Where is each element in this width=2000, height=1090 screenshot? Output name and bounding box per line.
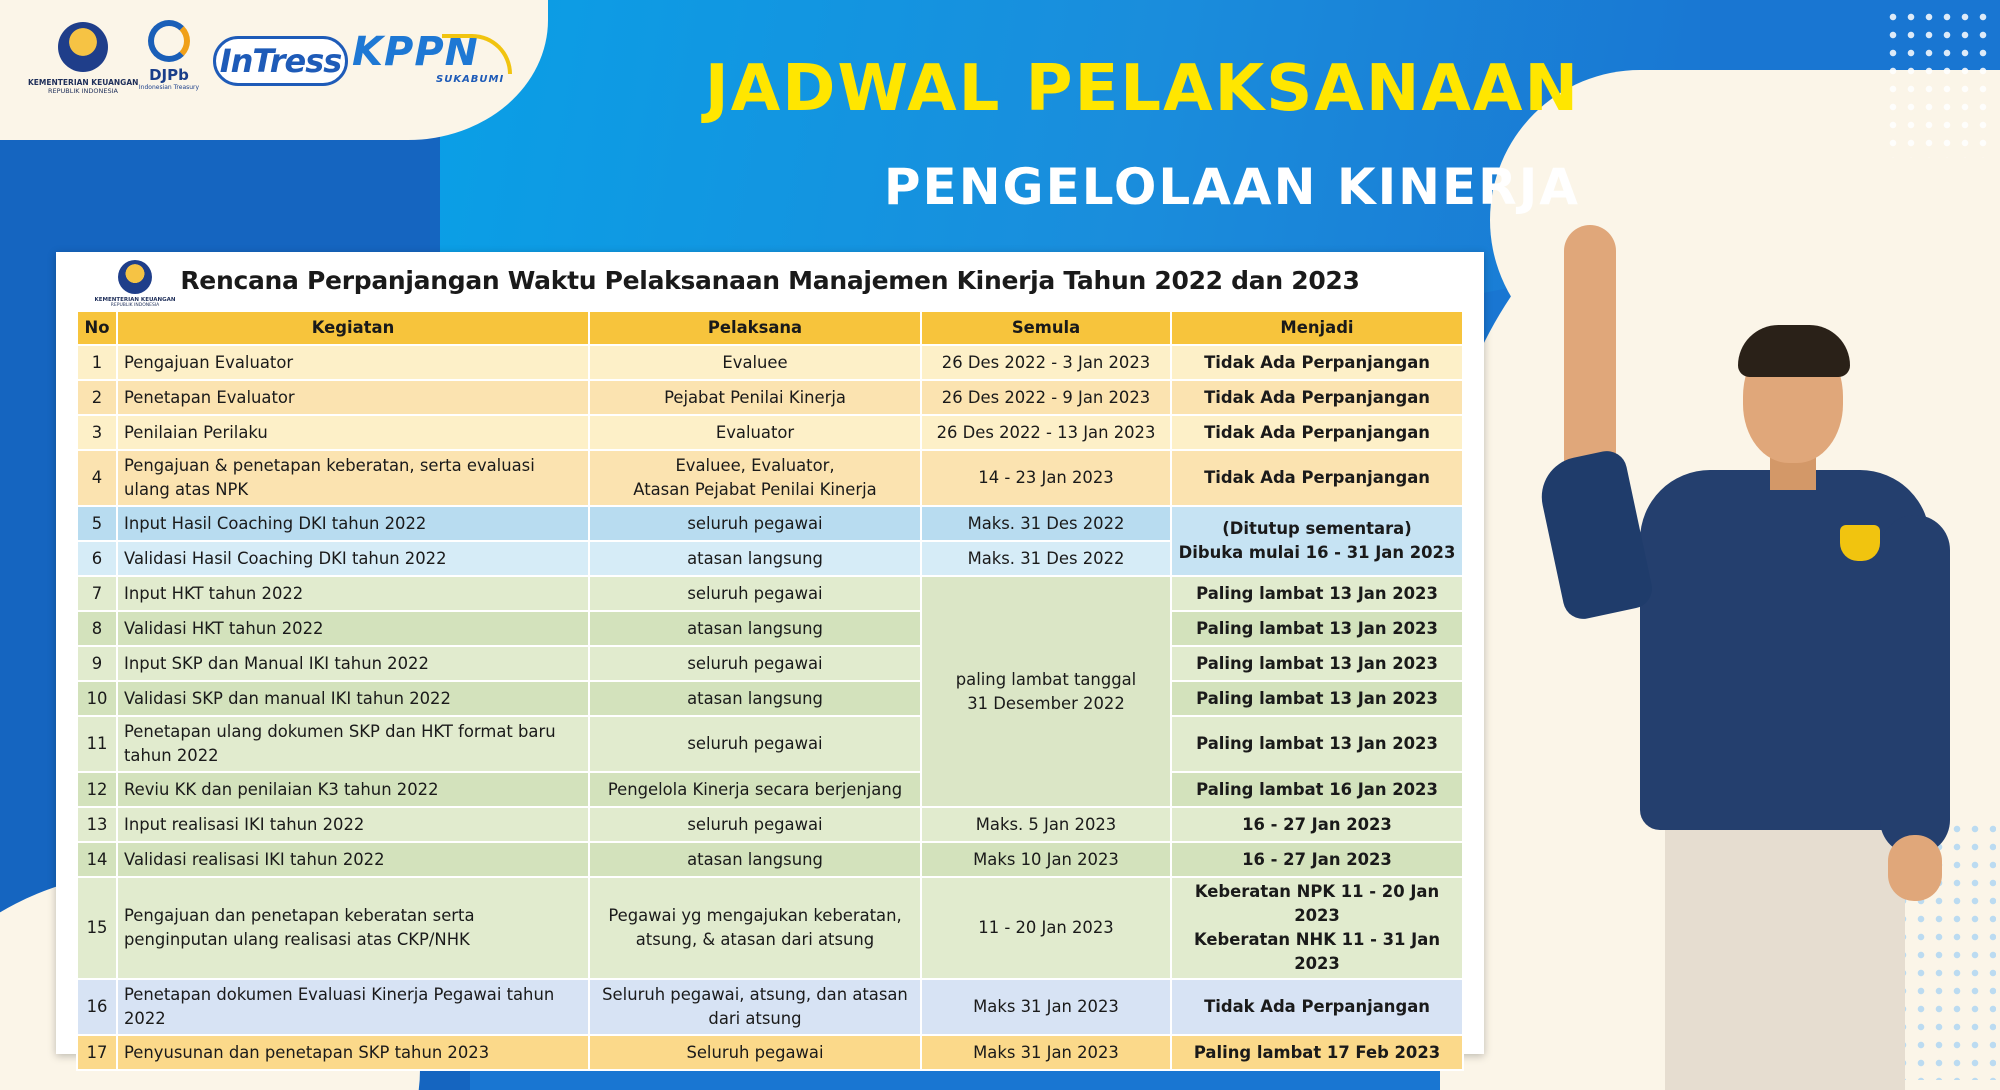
cell-pelaksana: atasan langsung <box>589 611 921 646</box>
cell-kegiatan: Input SKP dan Manual IKI tahun 2022 <box>117 646 589 681</box>
cell-kegiatan: Validasi SKP dan manual IKI tahun 2022 <box>117 681 589 716</box>
cell-kegiatan: Validasi HKT tahun 2022 <box>117 611 589 646</box>
table-row <box>77 979 1463 1035</box>
page-subtitle: PENGELOLAAN KINERJA <box>883 158 1580 216</box>
kemenkeu-logo-line1: KEMENTERIAN KEUANGAN <box>28 78 139 87</box>
cell-menjadi: 16 - 27 Jan 2023 <box>1171 842 1463 877</box>
cell-pelaksana <box>589 877 921 979</box>
presenter-right-hand <box>1888 835 1942 901</box>
cell-menjadi-line2: Keberatan NHK 11 - 31 Jan 2023 <box>1193 930 1440 973</box>
cell-no: 4 <box>77 450 117 506</box>
cell-kegiatan: Validasi realisasi IKI tahun 2022 <box>117 842 589 877</box>
cell-pelaksana-line2: dari atsung <box>708 1009 802 1028</box>
cell-no: 2 <box>77 380 117 415</box>
presenter-hair <box>1738 325 1850 377</box>
cell-no: 15 <box>77 877 117 979</box>
header-no: No <box>77 311 117 345</box>
cell-semula: 26 Des 2022 - 13 Jan 2023 <box>921 415 1171 450</box>
intress-logo: InTress <box>213 36 348 86</box>
cell-semula-merged <box>921 576 1171 807</box>
cell-pelaksana <box>589 979 921 1035</box>
cell-kegiatan: Penetapan ulang dokumen SKP dan HKT format baru tahun 2022 <box>117 716 589 772</box>
cell-semula: 11 - 20 Jan 2023 <box>921 877 1171 979</box>
card-logo-line2: REPUBLIK INDONESIA <box>110 303 160 308</box>
header-semula: Semula <box>921 311 1171 345</box>
cell-menjadi: Paling lambat 13 Jan 2023 <box>1171 611 1463 646</box>
presenter-figure <box>1500 225 1970 1090</box>
cell-kegiatan: Input Hasil Coaching DKI tahun 2022 <box>117 506 589 541</box>
cell-pelaksana: atasan langsung <box>589 842 921 877</box>
cell-pelaksana <box>589 450 921 506</box>
cell-pelaksana: atasan langsung <box>589 681 921 716</box>
cell-semula: Maks. 31 Des 2022 <box>921 506 1171 541</box>
cell-no: 1 <box>77 345 117 380</box>
cell-menjadi: Tidak Ada Perpanjangan <box>1171 415 1463 450</box>
table-row <box>77 415 1463 450</box>
cell-kegiatan: Penetapan Evaluator <box>117 380 589 415</box>
cell-pelaksana: seluruh pegawai <box>589 807 921 842</box>
cell-kegiatan: Input HKT tahun 2022 <box>117 576 589 611</box>
cell-kegiatan: Pengajuan Evaluator <box>117 345 589 380</box>
header-kegiatan: Kegiatan <box>117 311 589 345</box>
shirt-badge-icon <box>1840 525 1880 561</box>
cell-no: 6 <box>77 541 117 576</box>
cell-no: 5 <box>77 506 117 541</box>
presenter-pants <box>1665 820 1905 1090</box>
cell-pelaksana: Evaluee <box>589 345 921 380</box>
cell-menjadi: Paling lambat 13 Jan 2023 <box>1171 646 1463 681</box>
table-header-row <box>77 311 1463 345</box>
cell-pelaksana: seluruh pegawai <box>589 716 921 772</box>
cell-pelaksana: atasan langsung <box>589 541 921 576</box>
table-row <box>77 716 1463 772</box>
djpb-mark-icon <box>148 20 190 62</box>
logo-panel <box>0 0 548 140</box>
cell-semula-line2: 31 Desember 2022 <box>967 693 1125 713</box>
cell-semula: Maks 31 Jan 2023 <box>921 1035 1171 1070</box>
cell-pelaksana: seluruh pegawai <box>589 506 921 541</box>
cell-pelaksana: Pengelola Kinerja secara berjenjang <box>589 772 921 807</box>
table-row <box>77 345 1463 380</box>
cell-menjadi: Paling lambat 13 Jan 2023 <box>1171 681 1463 716</box>
cell-kegiatan: Reviu KK dan penilaian K3 tahun 2022 <box>117 772 589 807</box>
cell-no: 10 <box>77 681 117 716</box>
table-row <box>77 772 1463 807</box>
cell-menjadi: 16 - 27 Jan 2023 <box>1171 807 1463 842</box>
cell-semula: Maks. 31 Des 2022 <box>921 541 1171 576</box>
cell-kegiatan: Validasi Hasil Coaching DKI tahun 2022 <box>117 541 589 576</box>
card-logo-line1: KEMENTERIAN KEUANGAN <box>94 297 176 303</box>
table-row <box>77 611 1463 646</box>
cell-semula-line1: paling lambat tanggal <box>955 669 1137 689</box>
kppn-logo <box>352 30 522 85</box>
cell-semula: 26 Des 2022 - 3 Jan 2023 <box>921 345 1171 380</box>
schedule-card <box>56 252 1484 1062</box>
presenter-right-arm <box>1880 515 1950 855</box>
table-row <box>77 450 1463 506</box>
table-row <box>77 1035 1463 1070</box>
header-pelaksana: Pelaksana <box>589 311 921 345</box>
cell-no: 8 <box>77 611 117 646</box>
cell-pelaksana-line2: atsung, & atasan dari atsung <box>635 930 875 949</box>
kppn-logo-name: KPPN <box>352 29 480 75</box>
cell-kegiatan: Pengajuan & penetapan keberatan, serta evaluasi ulang atas NPK <box>117 450 589 506</box>
djpb-logo-sub: Indonesian Treasury <box>138 84 200 91</box>
cell-semula: Maks. 5 Jan 2023 <box>921 807 1171 842</box>
cell-menjadi-line1: (Ditutup sementara) <box>1222 519 1412 538</box>
cell-kegiatan: Pengajuan dan penetapan keberatan serta penginputan ulang realisasi atas CKP/NHK <box>117 877 589 979</box>
cell-menjadi: Paling lambat 13 Jan 2023 <box>1171 716 1463 772</box>
cell-pelaksana: seluruh pegawai <box>589 576 921 611</box>
cell-pelaksana: Evaluator <box>589 415 921 450</box>
table-row <box>77 842 1463 877</box>
cell-kegiatan: Penetapan dokumen Evaluasi Kinerja Pegawai tahun 2022 <box>117 979 589 1035</box>
cell-pelaksana-line1: Seluruh pegawai, atsung, dan atasan <box>602 985 908 1004</box>
cell-menjadi-merged <box>1171 506 1463 576</box>
cell-menjadi: Tidak Ada Perpanjangan <box>1171 450 1463 506</box>
cell-no: 12 <box>77 772 117 807</box>
presenter-sleeve <box>1534 447 1655 622</box>
cell-no: 13 <box>77 807 117 842</box>
cell-no: 16 <box>77 979 117 1035</box>
table-row <box>77 807 1463 842</box>
table-row <box>77 506 1463 541</box>
page-title: JADWAL PELAKSANAAN <box>704 52 1580 126</box>
card-title: Rencana Perpanjangan Waktu Pelaksanaan Manajemen Kinerja Tahun 2022 dan 2023 <box>180 266 1360 295</box>
cell-menjadi <box>1171 877 1463 979</box>
cell-pelaksana-line2: Atasan Pejabat Penilai Kinerja <box>633 480 877 499</box>
cell-pelaksana-line1: Evaluee, Evaluator, <box>675 456 835 475</box>
table-row <box>77 380 1463 415</box>
cell-menjadi-line1: Keberatan NPK 11 - 20 Jan 2023 <box>1194 882 1440 925</box>
cell-kegiatan: Penyusunan dan penetapan SKP tahun 2023 <box>117 1035 589 1070</box>
cell-kegiatan: Input realisasi IKI tahun 2022 <box>117 807 589 842</box>
cell-menjadi: Paling lambat 16 Jan 2023 <box>1171 772 1463 807</box>
cell-menjadi: Paling lambat 17 Feb 2023 <box>1171 1035 1463 1070</box>
cell-menjadi: Tidak Ada Perpanjangan <box>1171 345 1463 380</box>
table-row <box>77 646 1463 681</box>
cell-no: 7 <box>77 576 117 611</box>
kemenkeu-logo-line2: REPUBLIK INDONESIA <box>48 87 118 95</box>
cell-menjadi: Paling lambat 13 Jan 2023 <box>1171 576 1463 611</box>
cell-semula: Maks 31 Jan 2023 <box>921 979 1171 1035</box>
cell-no: 3 <box>77 415 117 450</box>
cell-semula: 26 Des 2022 - 9 Jan 2023 <box>921 380 1171 415</box>
cell-no: 14 <box>77 842 117 877</box>
cell-menjadi: Tidak Ada Perpanjangan <box>1171 979 1463 1035</box>
cell-menjadi: Tidak Ada Perpanjangan <box>1171 380 1463 415</box>
kemenkeu-logo <box>28 22 138 95</box>
cell-semula: Maks 10 Jan 2023 <box>921 842 1171 877</box>
cell-pelaksana: seluruh pegawai <box>589 646 921 681</box>
cell-no: 17 <box>77 1035 117 1070</box>
cell-kegiatan: Penilaian Perilaku <box>117 415 589 450</box>
cell-pelaksana: Pejabat Penilai Kinerja <box>589 380 921 415</box>
cell-pelaksana: Seluruh pegawai <box>589 1035 921 1070</box>
cell-no: 9 <box>77 646 117 681</box>
table-row <box>77 576 1463 611</box>
table-row <box>77 681 1463 716</box>
garuda-emblem-icon <box>58 22 108 72</box>
cell-semula: 14 - 23 Jan 2023 <box>921 450 1171 506</box>
djpb-logo-name: DJPb <box>149 66 189 84</box>
cell-pelaksana-line1: Pegawai yg mengajukan keberatan, <box>608 906 902 925</box>
schedule-table <box>76 310 1464 1071</box>
djpb-logo <box>134 20 204 91</box>
header-menjadi: Menjadi <box>1171 311 1463 345</box>
cell-no: 11 <box>77 716 117 772</box>
kppn-logo-sub: SUKABUMI <box>436 74 505 85</box>
table-row <box>77 877 1463 979</box>
decorative-dots-top <box>1884 8 1994 158</box>
cell-menjadi-line2: Dibuka mulai 16 - 31 Jan 2023 <box>1178 543 1456 562</box>
